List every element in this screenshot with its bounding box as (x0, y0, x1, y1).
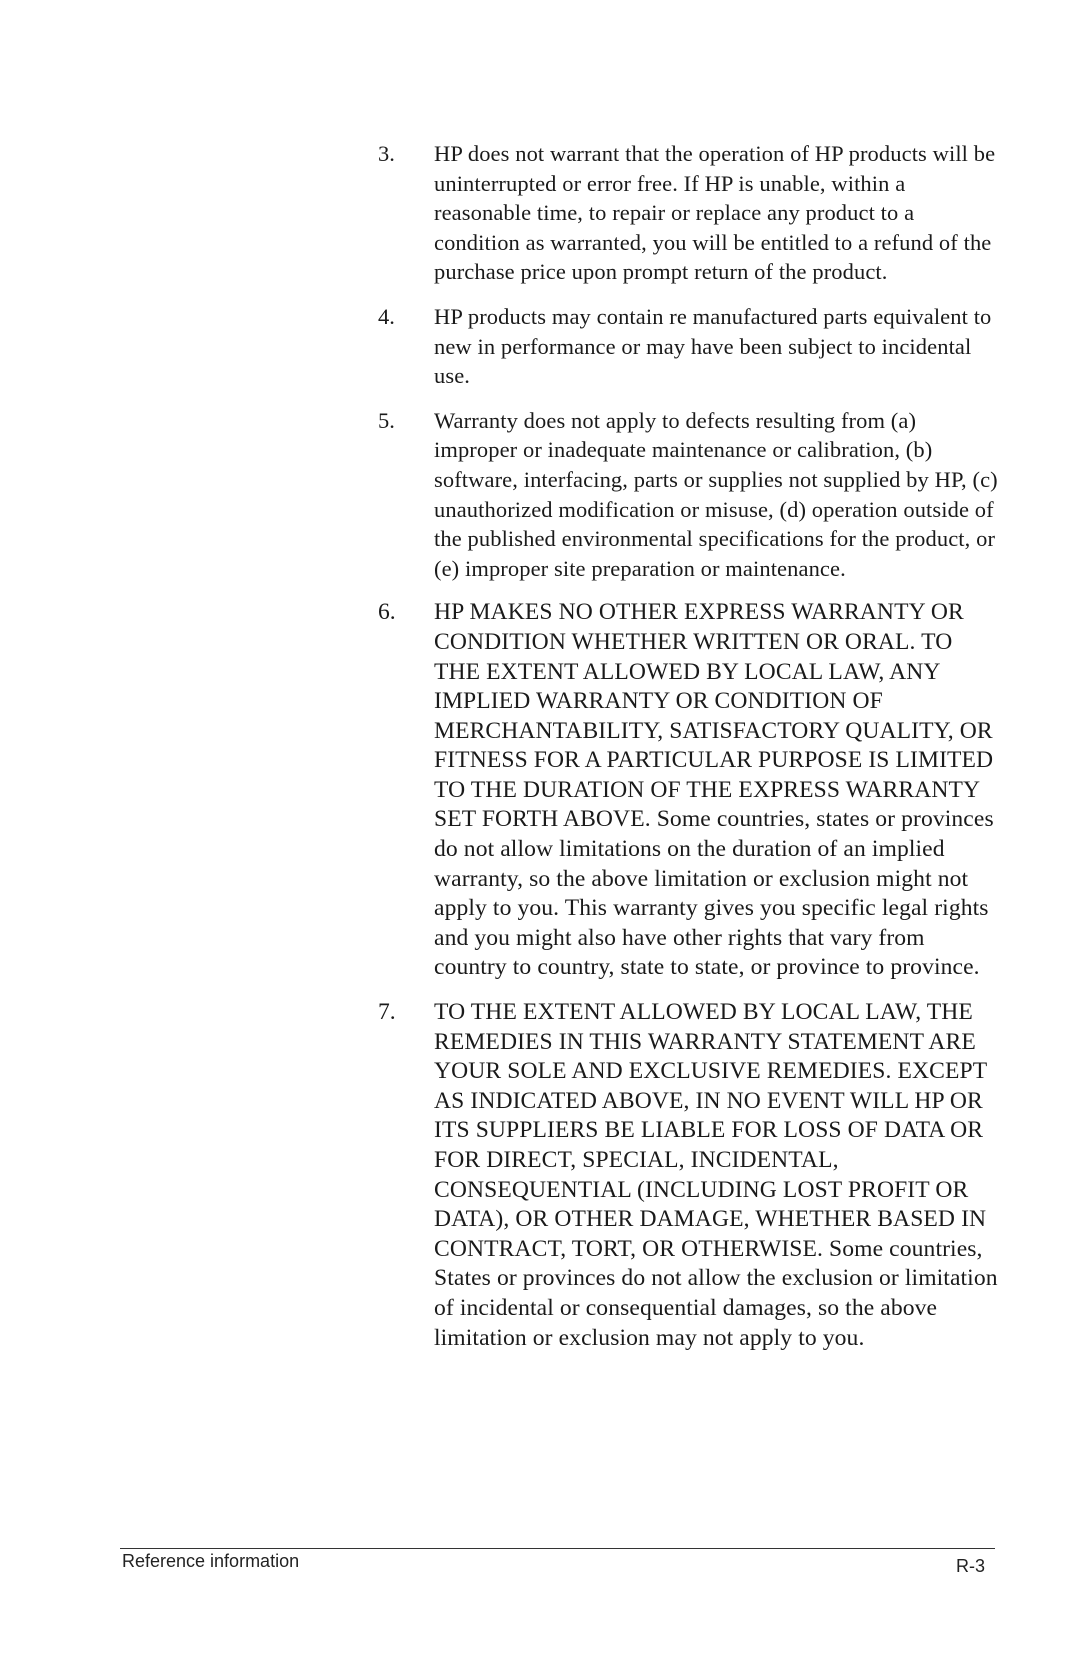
warranty-item-6 (378, 598, 998, 983)
item-text: HP does not warrant that the operation of HP products will be uninterrupted or error free. If HP is unable, within a reasonable time, to repair or replace any product to a condition as warranted, you will be entitled to a refund of the purchase price upon prompt return of the product. (434, 141, 996, 285)
warranty-item-5 (378, 406, 998, 584)
item-number: 5. (378, 407, 395, 433)
footer-page-number: R-3 (956, 1556, 986, 1576)
item-number: 6. (378, 599, 396, 626)
item-text: Warranty does not apply to defects resulting from (a) improper or inadequate maintenance or calibration, (b) software, interfacing, parts or supplies not supplied by HP, (c) unauthorized modification or misuse, (d) operation outside of the published environmental specifications for the product, or (e) improper site preparation or maintenance. (434, 407, 998, 581)
item-text: TO THE EXTENT ALLOWED BY LOCAL LAW, THE REMEDIES IN THIS WARRANTY STATEMENT ARE YOUR SOLE AND EXCLUSIVE REMEDIES. EXCEPT AS INDICATED ABOVE, IN NO EVENT WILL HP OR ITS SUPPLIERS BE LIABLE FOR LOSS OF DATA OR FOR DIRECT, SPECIAL, INCIDENTAL, CONSEQUENTIAL (INCLUDING LOST PROFIT OR DATA), OR OTHER DAMAGE, WHETHER BASED IN CONTRACT, TORT, OR OTHERWISE. Some countries, States or provinces do not allow the exclusion or limitation of incidental or consequential damages, so the above limitation or exclusion may not apply to you. (434, 999, 998, 1351)
item-text: HP MAKES NO OTHER EXPRESS WARRANTY OR CONDITION WHETHER WRITTEN OR ORAL. TO THE EXTENT ALLOWED BY LOCAL LAW, ANY IMPLIED WARRANTY OR CONDITION OF MERCHANTABILITY, SATISFACTORY QUALITY, OR FITNESS FOR A PARTICULAR PURPOSE IS LIMITED TO THE DURATION OF THE EXPRESS WARRANTY SET FORTH ABOVE. Some countries, states or provinces do not allow limitations on the duration of an implied warranty, so the above limitation or exclusion might not apply to you. This warranty gives you specific legal rights and you might also have other rights that vary from country to country, state to state, or province to province. (434, 599, 994, 981)
item-number: 3. (378, 141, 395, 166)
item-text: HP products may contain re manufactured parts equivalent to new in performance or may have been subject to incidental use. (434, 303, 992, 389)
warranty-item-4 (378, 302, 998, 391)
item-number: 4. (378, 303, 395, 329)
item-number: 7. (378, 999, 396, 1026)
warranty-item-7 (378, 998, 998, 1353)
warranty-terms-list (378, 139, 998, 1368)
warranty-item-3 (378, 139, 998, 287)
footer-divider (120, 1548, 995, 1549)
footer-section-title: Reference information (122, 1551, 300, 1571)
